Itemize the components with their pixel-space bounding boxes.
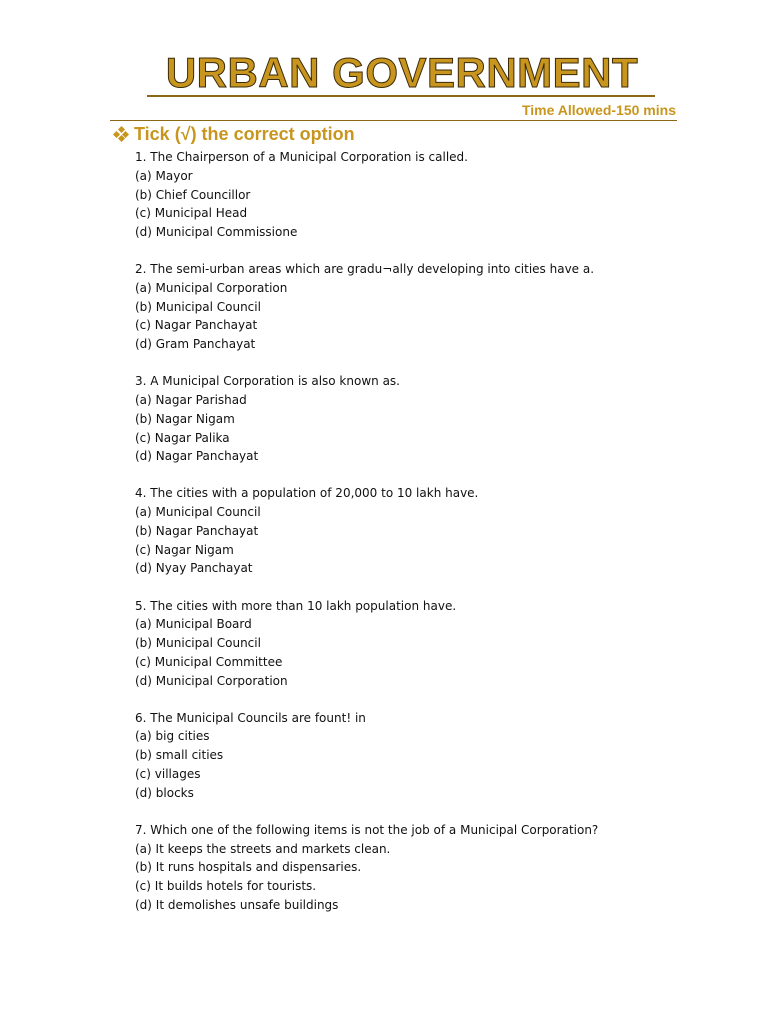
option-c: (c) Nagar Nigam bbox=[135, 542, 234, 557]
option-d: (d) Gram Panchayat bbox=[135, 337, 256, 352]
question-text: 2. The semi-urban areas which are gradu¬ally developing into cities have a. bbox=[135, 262, 595, 277]
time-allowed-label: Time Allowed-150 mins bbox=[521, 102, 676, 118]
option-c: (c) Nagar Palika bbox=[135, 430, 230, 445]
option-a: (a) Municipal Board bbox=[135, 617, 252, 632]
section-heading-text: Tick (√) the correct option bbox=[134, 124, 355, 144]
option-c: (c) Municipal Committee bbox=[135, 654, 283, 669]
option-b: (b) Nagar Nigam bbox=[135, 411, 235, 426]
question-1 bbox=[135, 148, 735, 242]
question-2 bbox=[135, 260, 735, 354]
option-b: (b) Nagar Panchayat bbox=[135, 523, 259, 538]
question-list bbox=[135, 148, 735, 933]
option-b: (b) Chief Councillor bbox=[135, 187, 251, 202]
page-title: URBAN GOVERNMENT bbox=[165, 49, 639, 96]
question-6 bbox=[135, 709, 735, 803]
option-b: (b) small cities bbox=[135, 748, 224, 763]
option-d: (d) Nyay Panchayat bbox=[135, 561, 253, 576]
question-3 bbox=[135, 372, 735, 466]
question-text: 7. Which one of the following items is not the job of a Municipal Corporation? bbox=[135, 822, 599, 837]
option-a: (a) It keeps the streets and markets clean. bbox=[135, 841, 391, 856]
option-a: (a) Nagar Parishad bbox=[135, 393, 247, 408]
question-text: 6. The Municipal Councils are fount! in bbox=[135, 710, 366, 725]
option-b: (b) Municipal Council bbox=[135, 636, 261, 651]
option-d: (d) It demolishes unsafe buildings bbox=[135, 897, 339, 912]
option-b: (b) It runs hospitals and dispensaries. bbox=[135, 860, 362, 875]
question-5 bbox=[135, 597, 735, 691]
title-underline bbox=[147, 95, 655, 97]
option-a: (a) Mayor bbox=[135, 168, 193, 183]
option-a: (a) big cities bbox=[135, 729, 210, 744]
option-d: (d) Municipal Commissione bbox=[135, 225, 298, 239]
question-text: 5. The cities with more than 10 lakh population have. bbox=[135, 598, 457, 613]
option-c: (c) It builds hotels for tourists. bbox=[135, 879, 317, 894]
option-c: (c) Municipal Head bbox=[135, 206, 248, 221]
question-7 bbox=[135, 821, 735, 915]
option-d: (d) Nagar Panchayat bbox=[135, 449, 259, 464]
option-c: (c) villages bbox=[135, 766, 201, 781]
question-4 bbox=[135, 484, 735, 578]
diamond-bullet-icon bbox=[114, 127, 128, 141]
option-a: (a) Municipal Corporation bbox=[135, 280, 288, 295]
section-divider bbox=[110, 120, 677, 121]
option-b: (b) Municipal Council bbox=[135, 299, 261, 314]
option-d: (d) Municipal Corporation bbox=[135, 673, 288, 688]
question-text: 1. The Chairperson of a Municipal Corporation is called. bbox=[135, 150, 468, 164]
option-a: (a) Municipal Council bbox=[135, 505, 261, 520]
question-text: 3. A Municipal Corporation is also known as. bbox=[135, 374, 400, 389]
section-heading bbox=[114, 123, 355, 145]
option-c: (c) Nagar Panchayat bbox=[135, 318, 258, 333]
question-text: 4. The cities with a population of 20,000 to 10 lakh have. bbox=[135, 486, 479, 501]
option-d: (d) blocks bbox=[135, 785, 194, 800]
